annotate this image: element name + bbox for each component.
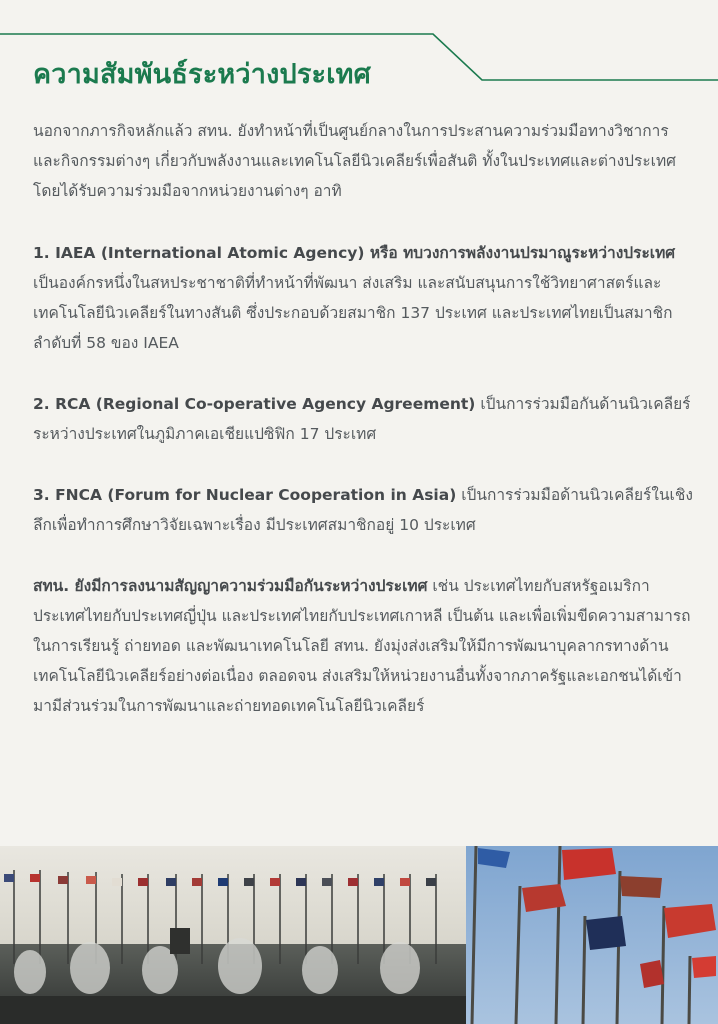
list-item-text: เป็นองค์กรหนึ่งในสหประชาชาติที่ทำหน้าที่พัฒนา ส่งเสริม และสนับสนุนการใช้วิทยาศาสตร์และเทคโนโลยีนิวเคลียร์ในทางสันติ ซึ่งประกอบด้วยสมาชิก 137 ประเทศ และประเทศไทยเป็นสมาชิกลำดับที่ 58 ของ IAEA — [33, 274, 673, 352]
list-item-heading: 1. IAEA (International Atomic Agency) หรือ ทบวงการพลังงานปรมาณูระหว่างประเทศ — [33, 244, 676, 262]
flags-photo — [0, 846, 718, 1024]
flag-plaza-photo — [0, 846, 466, 1024]
list-item-rca — [33, 389, 693, 449]
flags-sky-photo — [466, 846, 718, 1024]
list-item-heading: 2. RCA (Regional Co-operative Agency Agreement) — [33, 395, 476, 413]
closing-text: เช่น ประเทศไทยกับสหรัฐอเมริกา ประเทศไทยกับประเทศญี่ปุ่น และประเทศไทยกับประเทศเกาหลี เป็นต้น และเพื่อเพิ่มขีดความสามารถในการเรียนรู้ ถ่ายทอด และพัฒนาเทคโนโลยี สทน. ยังมุ่งส่งเสริมให้มีการพัฒนาบุคลากรทางด้านเทคโนโลยีนิวเคลียร์อย่างต่อเนื่อง ตลอดจน ส่งเสริมให้หน่วยงานอื่นทั้งจากภาครัฐและเอกชนได้เข้ามามีส่วนร่วมในการพัฒนาและถ่ายทอดเทคโนโลยีนิวเคลียร์ — [33, 577, 691, 715]
list-item-heading: 3. FNCA (Forum for Nuclear Cooperation in Asia) — [33, 486, 457, 504]
list-item-text: เป็นการร่วมมือกันด้านนิวเคลียร์ระหว่างประเทศในภูมิภาคเอเชียแปซิฟิก 17 ประเทศ — [33, 395, 691, 443]
closing-paragraph — [33, 571, 693, 721]
closing-heading: สทน. ยังมีการลงนามสัญญาความร่วมมือกันระหว่างประเทศ — [33, 577, 428, 595]
page-title: ความสัมพันธ์ระหว่างประเทศ — [33, 59, 372, 90]
list-item-text: เป็นการร่วมมือด้านนิวเคลียร์ในเชิงลึกเพื่อทำการศึกษาวิจัยเฉพาะเรื่อง มีประเทศสมาชิกอยู่ 10 ประเทศ — [33, 486, 693, 534]
list-item-iaea — [33, 238, 693, 358]
intro-paragraph: นอกจากภารกิจหลักแล้ว สทน. ยังทำหน้าที่เป็นศูนย์กลางในการประสานความร่วมมือทางวิชาการและกิจกรรมต่างๆ เกี่ยวกับพลังงานและเทคโนโลยีนิวเคลียร์เพื่อสันติ ทั้งในประเทศและต่างประเทศ โดยได้รับความร่วมมือจากหน่วยงานต่างๆ อาทิ — [33, 122, 677, 200]
list-item-fnca — [33, 480, 693, 540]
main-content — [33, 116, 693, 721]
